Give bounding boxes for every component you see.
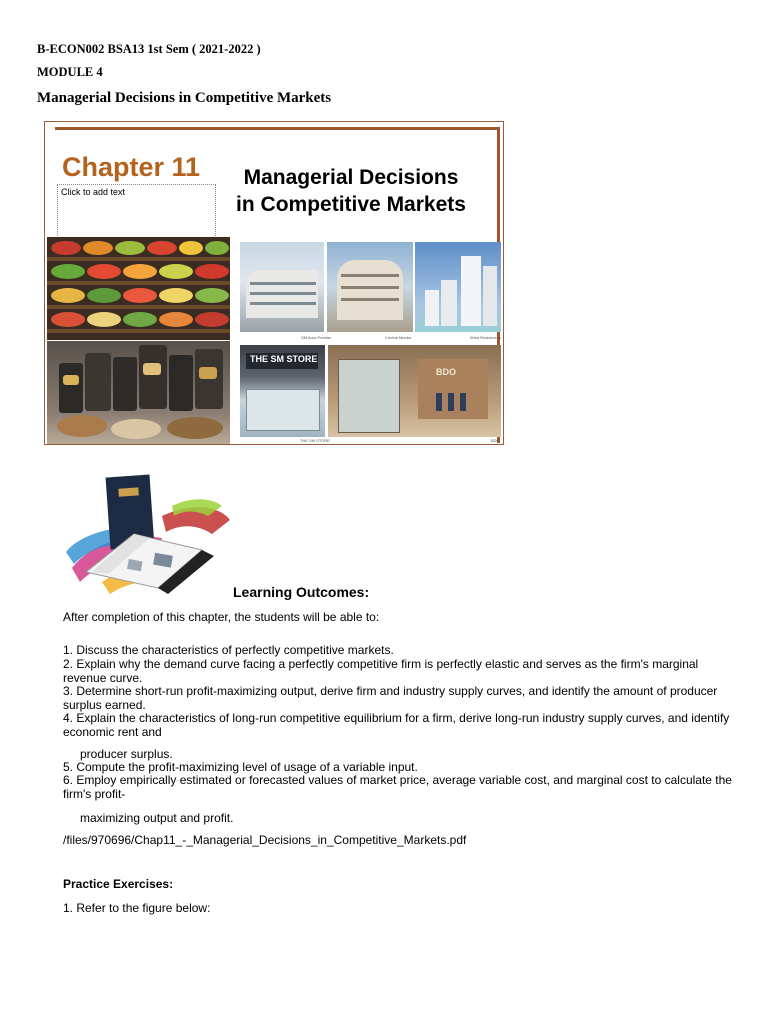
caption-sm-store: THE SM STORE	[300, 438, 330, 443]
list-item: 1. Discuss the characteristics of perfectly competitive markets.	[63, 643, 394, 657]
page-title: Managerial Decisions in Competitive Markets	[37, 90, 332, 106]
practice-exercises-heading: Practice Exercises:	[63, 877, 174, 891]
list-item: 6. Employ empirically estimated or forecasted values of market price, average variable cost, and marginal cost to calculate the firm's profit-	[63, 773, 732, 801]
residential-towers-photo	[415, 242, 501, 332]
exercise-item: 1. Refer to the figure below:	[63, 901, 211, 915]
office-building-photo	[327, 242, 413, 332]
sm-store-photo	[240, 345, 325, 437]
list-item: 4. Explain the characteristics of long-run competitive equilibrium for a firm, derive long-run industry supply curves, and identify economic rent and	[63, 711, 730, 739]
list-item: 3. Determine short-run profit-maximizing output, derive firm and industry supply curves, and identify the amount of producer surplus earned.	[63, 684, 718, 712]
course-code: B-ECON002 BSA13 1st Sem ( 2021-2022 )	[37, 42, 261, 56]
list-item: 2. Explain why the demand curve facing a perfectly competitive firm is perfectly elastic and serves as the firm's marginal revenue curve.	[63, 657, 699, 685]
mall-building-photo	[240, 242, 324, 332]
slide-heading	[221, 164, 481, 218]
list-item-continuation: producer surplus.	[80, 747, 173, 761]
produce-market-photo	[47, 237, 230, 340]
slide-chapter-label: Chapter 11	[62, 152, 201, 182]
caption-sm-aura: SM Aura Premier	[301, 335, 332, 340]
slide-heading-line2: in Competitive Markets	[236, 193, 466, 216]
slide-heading-line1: Managerial Decisions	[243, 166, 459, 189]
store-sign: THE SM STORE	[250, 354, 318, 364]
chapter-slide-image	[44, 121, 504, 445]
book-illustration	[62, 472, 232, 600]
file-link[interactable]: /files/970696/Chap11_-_Managerial_Decisions_in_Competitive_Markets.pdf	[63, 833, 467, 847]
list-item-continuation: maximizing output and profit.	[80, 811, 234, 825]
caption-wind-residences: Wind Residences	[470, 335, 502, 340]
list-item: 5. Compute the profit-maximizing level of usage of a variable input.	[63, 760, 418, 774]
learning-outcomes-intro: After completion of this chapter, the students will be able to:	[63, 610, 380, 624]
bank-sign: BDO	[436, 367, 456, 377]
bank-interior-photo	[328, 345, 501, 437]
caption-bdo: BDO	[491, 438, 500, 443]
caption-central-manila: Central Manila	[385, 335, 411, 340]
slide-placeholder: Click to add text	[57, 184, 216, 242]
learning-outcomes-title: Learning Outcomes:	[233, 584, 370, 600]
module-label: MODULE 4	[37, 65, 103, 79]
snack-products-photo	[47, 341, 230, 444]
